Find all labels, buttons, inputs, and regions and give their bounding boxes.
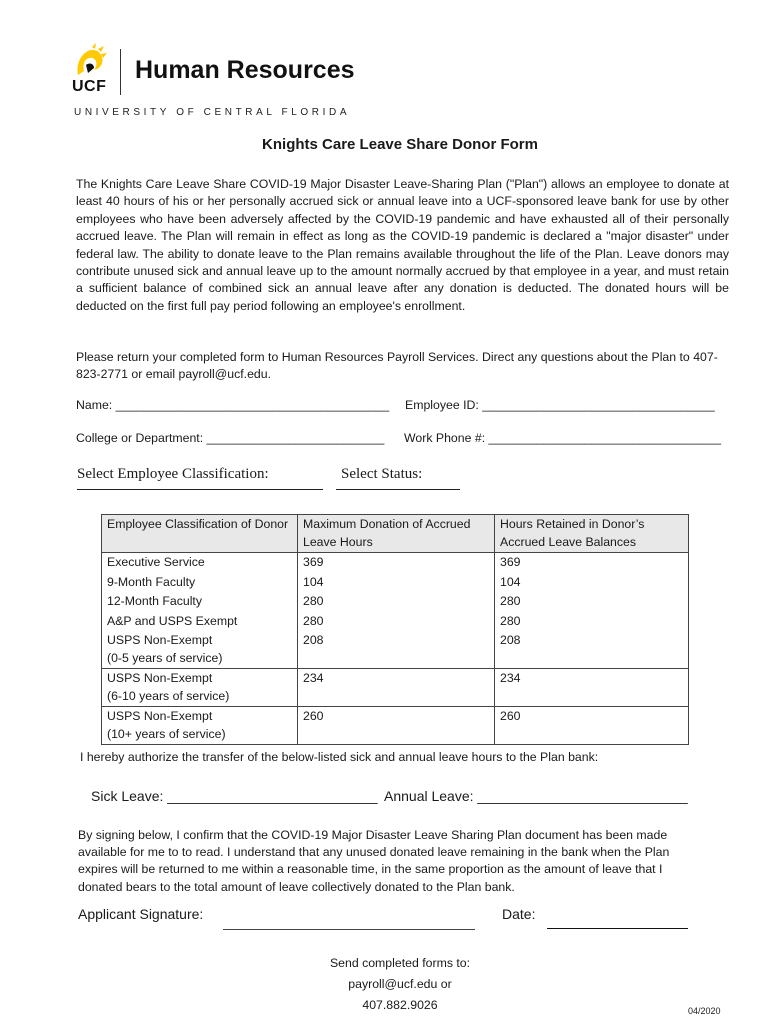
status-select[interactable]: Select Status:: [341, 466, 423, 482]
name-line[interactable]: ________________________________________: [115, 398, 390, 412]
table-row: [102, 592, 689, 612]
header-classification: Employee Classification of Donor: [102, 515, 298, 553]
sick-leave-label: Sick Leave:: [91, 788, 164, 804]
annual-leave-label: Annual Leave:: [384, 788, 474, 804]
cell-max-donation: 369: [298, 553, 495, 573]
employee-id-field[interactable]: [405, 398, 715, 412]
authorization-statement: I hereby authorize the transfer of the below-listed sick and annual leave hours to the Plan bank:: [80, 750, 599, 764]
table-row: [102, 669, 689, 707]
cell-max-donation: 280: [298, 612, 495, 632]
cell-classification: Executive Service: [102, 553, 298, 573]
form-version: 04/2020: [688, 1006, 721, 1016]
cell-hours-retained: 208: [495, 631, 689, 669]
work-phone-field[interactable]: [404, 431, 721, 445]
work-phone-label: Work Phone #:: [404, 431, 486, 445]
date-label: Date:: [502, 906, 536, 922]
cell-classification: [102, 669, 298, 707]
classification-text: USPS Non-Exempt: [107, 709, 213, 723]
ucf-wordmark: UCF: [72, 78, 107, 95]
footer-phone: 407.882.9026: [362, 998, 438, 1012]
cell-max-donation: 234: [298, 669, 495, 707]
table-row: [102, 573, 689, 593]
college-label: College or Department:: [76, 431, 204, 445]
date-line[interactable]: [547, 928, 688, 929]
college-field[interactable]: [76, 431, 384, 445]
table-row: [102, 553, 689, 573]
classification-text: USPS Non-Exempt: [107, 671, 213, 685]
cell-classification: A&P and USPS Exempt: [102, 612, 298, 632]
cell-hours-retained: 280: [495, 612, 689, 632]
header-divider: [120, 49, 121, 95]
confirmation-paragraph: By signing below, I confirm that the COVID-19 Major Disaster Leave Sharing Plan document has been made available for me to to read. I understand that any unused donated leave remaining in the bank when the Plan expires will be returned to me within a reasonable time, in the same proportion as the amount of leave that I donated bears to the total amount of leave collectively donated to the Plan bank.: [78, 828, 670, 894]
sick-leave-field[interactable]: [91, 788, 378, 804]
cell-max-donation: 208: [298, 631, 495, 669]
applicant-signature-line[interactable]: [223, 929, 475, 930]
cell-max-donation: 104: [298, 573, 495, 593]
annual-leave-line[interactable]: ___________________________: [477, 788, 688, 804]
donation-limits-table: [101, 514, 689, 745]
status-underline: [336, 489, 460, 490]
sick-leave-line[interactable]: ___________________________: [167, 788, 378, 804]
cell-classification: [102, 707, 298, 745]
college-line[interactable]: __________________________: [206, 431, 385, 445]
table-row: [102, 612, 689, 632]
cell-hours-retained: 280: [495, 592, 689, 612]
table-header-row: [102, 515, 689, 553]
form-title: Knights Care Leave Share Donor Form: [262, 136, 538, 153]
return-instructions: Please return your completed form to Human Resources Payroll Services. Direct any questions about the Plan to 407-823-2771 or email payroll@ucf.edu.: [76, 350, 718, 381]
cell-classification: 12-Month Faculty: [102, 592, 298, 612]
classification-subtext: (6-10 years of service): [107, 688, 230, 703]
classification-subtext: (0-5 years of service): [107, 650, 223, 665]
cell-hours-retained: 234: [495, 669, 689, 707]
work-phone-line[interactable]: __________________________________: [488, 431, 722, 445]
cell-hours-retained: 104: [495, 573, 689, 593]
classification-text: USPS Non-Exempt: [107, 633, 213, 647]
employee-id-line[interactable]: __________________________________: [482, 398, 715, 412]
classification-subtext: (10+ years of service): [107, 726, 226, 741]
employee-classification-select[interactable]: Select Employee Classification:: [77, 466, 269, 482]
cell-hours-retained: 260: [495, 707, 689, 745]
cell-classification: 9-Month Faculty: [102, 573, 298, 593]
footer-email: payroll@ucf.edu or: [348, 977, 452, 991]
intro-paragraph: The Knights Care Leave Share COVID-19 Major Disaster Leave-Sharing Plan ("Plan") allows an employee to donate at least 40 hours of his or her personally accrued sick or annual leave into a UCF-sponsored leave bank for use by other employees who have been adversely affected by the COVID-19 pandemic and have exhausted all of their personally accrued leave. The Plan will remain in effect as long as the COVID-19 pandemic is declared a "major disaster" under federal law. The ability to donate leave to the Plan remains available throughout the life of the Plan. Leave donors may contribute unused sick and annual leave up to the amount normally accrued by that employee in a year, and must retain a sufficient balance of combined sick an annual leave after any donation is deducted. The donated hours will be deducted on the first full pay period following an employee's enrollment.: [76, 177, 729, 313]
header-max-donation: Maximum Donation of Accrued Leave Hours: [298, 515, 495, 553]
university-name: UNIVERSITY OF CENTRAL FLORIDA: [74, 107, 351, 118]
cell-max-donation: 280: [298, 592, 495, 612]
name-label: Name:: [76, 398, 113, 412]
employee-id-label: Employee ID:: [405, 398, 479, 412]
name-field[interactable]: [76, 398, 389, 412]
applicant-signature-label: Applicant Signature:: [78, 906, 204, 922]
annual-leave-field[interactable]: [384, 788, 688, 804]
table-row: [102, 707, 689, 745]
header-hours-retained: Hours Retained in Donor’s Accrued Leave Balances: [495, 515, 689, 553]
cell-classification: [102, 631, 298, 669]
send-to-text: Send completed forms to:: [329, 956, 471, 970]
classification-underline: [77, 489, 323, 490]
department-title: Human Resources: [135, 56, 355, 84]
cell-max-donation: 260: [298, 707, 495, 745]
cell-hours-retained: 369: [495, 553, 689, 573]
table-row: [102, 631, 689, 669]
